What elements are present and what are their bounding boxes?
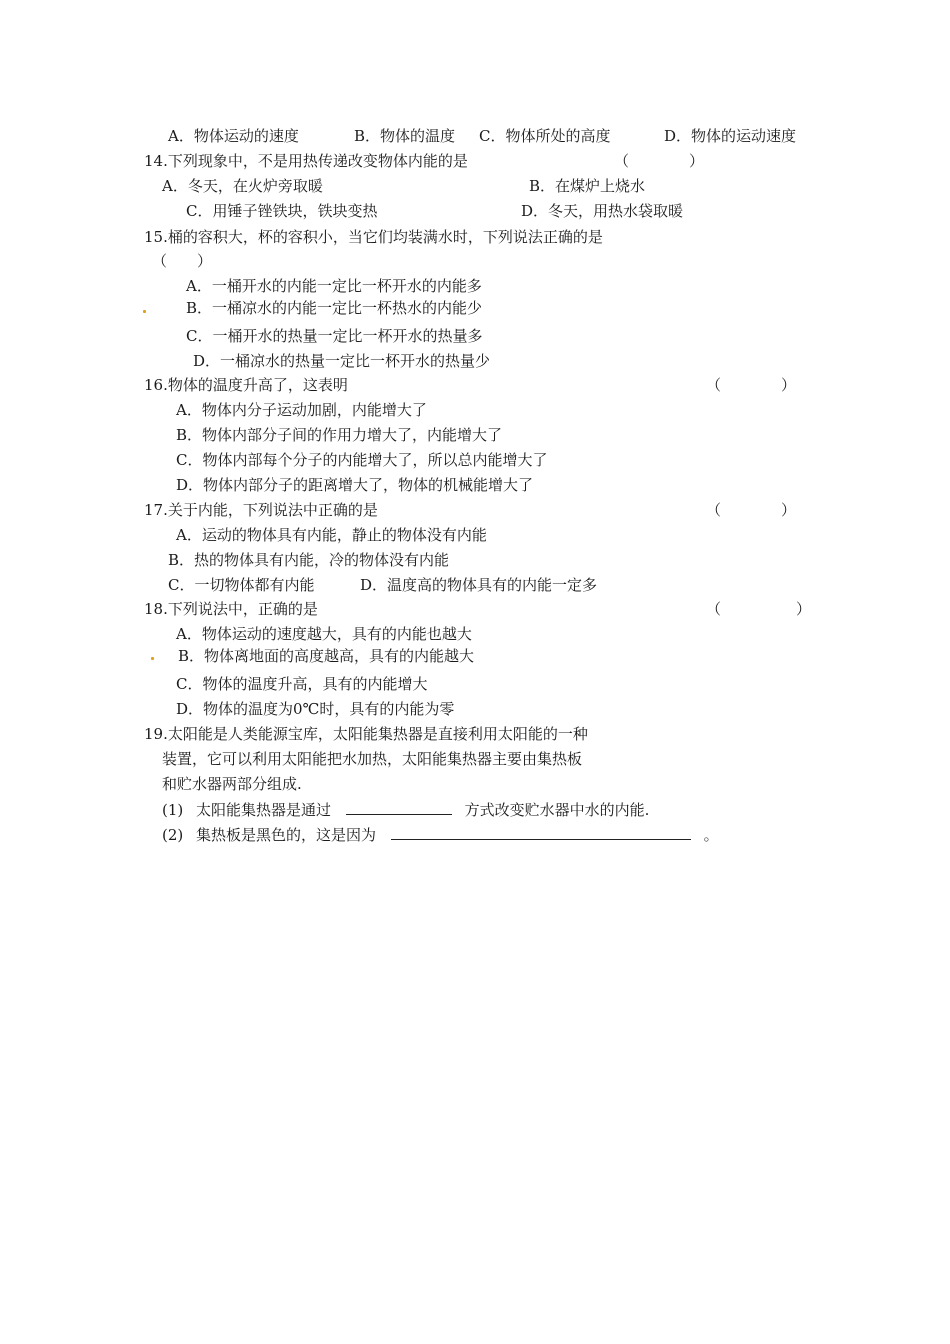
q13-option-c: C．物体所处的高度 bbox=[479, 127, 611, 145]
q16-option-a: A．物体内分子运动加剧，内能增大了 bbox=[176, 401, 427, 419]
q17-option-c: C．一切物体都有内能 bbox=[168, 576, 315, 594]
q15-option-d: D．一桶凉水的热量一定比一杯开水的热量少 bbox=[193, 352, 491, 370]
q13-option-b: B．物体的温度 bbox=[354, 127, 456, 145]
q16-answer-paren: （ ） bbox=[706, 376, 797, 394]
q17-answer-paren: （ ） bbox=[706, 501, 797, 519]
q17-option-b: B．热的物体具有内能，冷的物体没有内能 bbox=[168, 551, 450, 569]
q15-stem: 15.桶的容积大，杯的容积小，当它们均装满水时，下列说法正确的是 bbox=[144, 228, 603, 246]
q15-option-b: B．一桶凉水的内能一定比一杯热水的内能少 bbox=[186, 299, 483, 317]
q19-part-1 bbox=[162, 799, 649, 820]
q16-option-b: B．物体内部分子间的作用力增大了，内能增大了 bbox=[176, 426, 503, 444]
q13-option-a: A．物体运动的速度 bbox=[168, 127, 299, 145]
q14-option-c: C．用锤子锉铁块，铁块变热 bbox=[186, 202, 378, 220]
q17-option-a: A．运动的物体具有内能，静止的物体没有内能 bbox=[176, 526, 487, 544]
q19-part-2 bbox=[162, 824, 719, 845]
q15-answer-paren: （ ） bbox=[152, 252, 213, 270]
q19-part-2-blank[interactable] bbox=[391, 824, 691, 840]
q17-stem: 17.关于内能，下列说法中正确的是 bbox=[144, 501, 378, 519]
q19-part-1-suffix: 方式改变贮水器中水的内能. bbox=[464, 801, 650, 819]
q15-option-a: A．一桶开水的内能一定比一杯开水的内能多 bbox=[186, 277, 482, 295]
q16-stem: 16.物体的温度升高了，这表明 bbox=[144, 376, 348, 394]
q14-answer-paren: （ ） bbox=[614, 152, 705, 170]
q16-option-d: D．物体内部分子的距离增大了，物体的机械能增大了 bbox=[176, 476, 534, 494]
q19-line-2: 装置，它可以利用太阳能把水加热，太阳能集热器主要由集热板 bbox=[162, 750, 583, 768]
q16-option-c: C．物体内部每个分子的内能增大了，所以总内能增大了 bbox=[176, 451, 548, 469]
q14-option-d: D．冬天，用热水袋取暖 bbox=[521, 202, 684, 220]
q19-line-3: 和贮水器两部分组成. bbox=[162, 775, 302, 793]
q19-part-1-blank[interactable] bbox=[346, 799, 452, 815]
q18-option-d: D．物体的温度为0℃时，具有的内能为零 bbox=[176, 700, 455, 718]
q19-part-2-suffix: 。 bbox=[703, 826, 719, 844]
q17-option-d: D．温度高的物体具有的内能一定多 bbox=[360, 576, 598, 594]
q19-part-2-label: (2) bbox=[162, 826, 184, 844]
q19-line-1: 19.太阳能是人类能源宝库，太阳能集热器是直接利用太阳能的一种 bbox=[144, 725, 588, 743]
q18-option-c: C．物体的温度升高，具有的内能增大 bbox=[176, 675, 428, 693]
q14-option-b: B．在煤炉上烧水 bbox=[529, 177, 646, 195]
q15-option-c: C．一桶开水的热量一定比一杯开水的热量多 bbox=[186, 327, 483, 345]
scan-artifact-dot bbox=[143, 310, 146, 313]
scan-artifact-dot bbox=[151, 657, 154, 660]
q18-option-a: A．物体运动的速度越大，具有的内能也越大 bbox=[176, 625, 472, 643]
q18-option-b: B．物体离地面的高度越高，具有的内能越大 bbox=[178, 647, 475, 665]
q13-option-d: D．物体的运动速度 bbox=[664, 127, 797, 145]
q19-part-2-prefix: 集热板是黑色的，这是因为 bbox=[196, 826, 377, 844]
q19-part-1-label: (1) bbox=[162, 801, 184, 819]
q14-stem: 14.下列现象中，不是用热传递改变物体内能的是 bbox=[144, 152, 468, 170]
q18-answer-paren: （ ） bbox=[706, 600, 812, 618]
q18-stem: 18.下列说法中，正确的是 bbox=[144, 600, 318, 618]
q14-option-a: A．冬天，在火炉旁取暖 bbox=[162, 177, 323, 195]
q19-part-1-prefix: 太阳能集热器是通过 bbox=[196, 801, 332, 819]
